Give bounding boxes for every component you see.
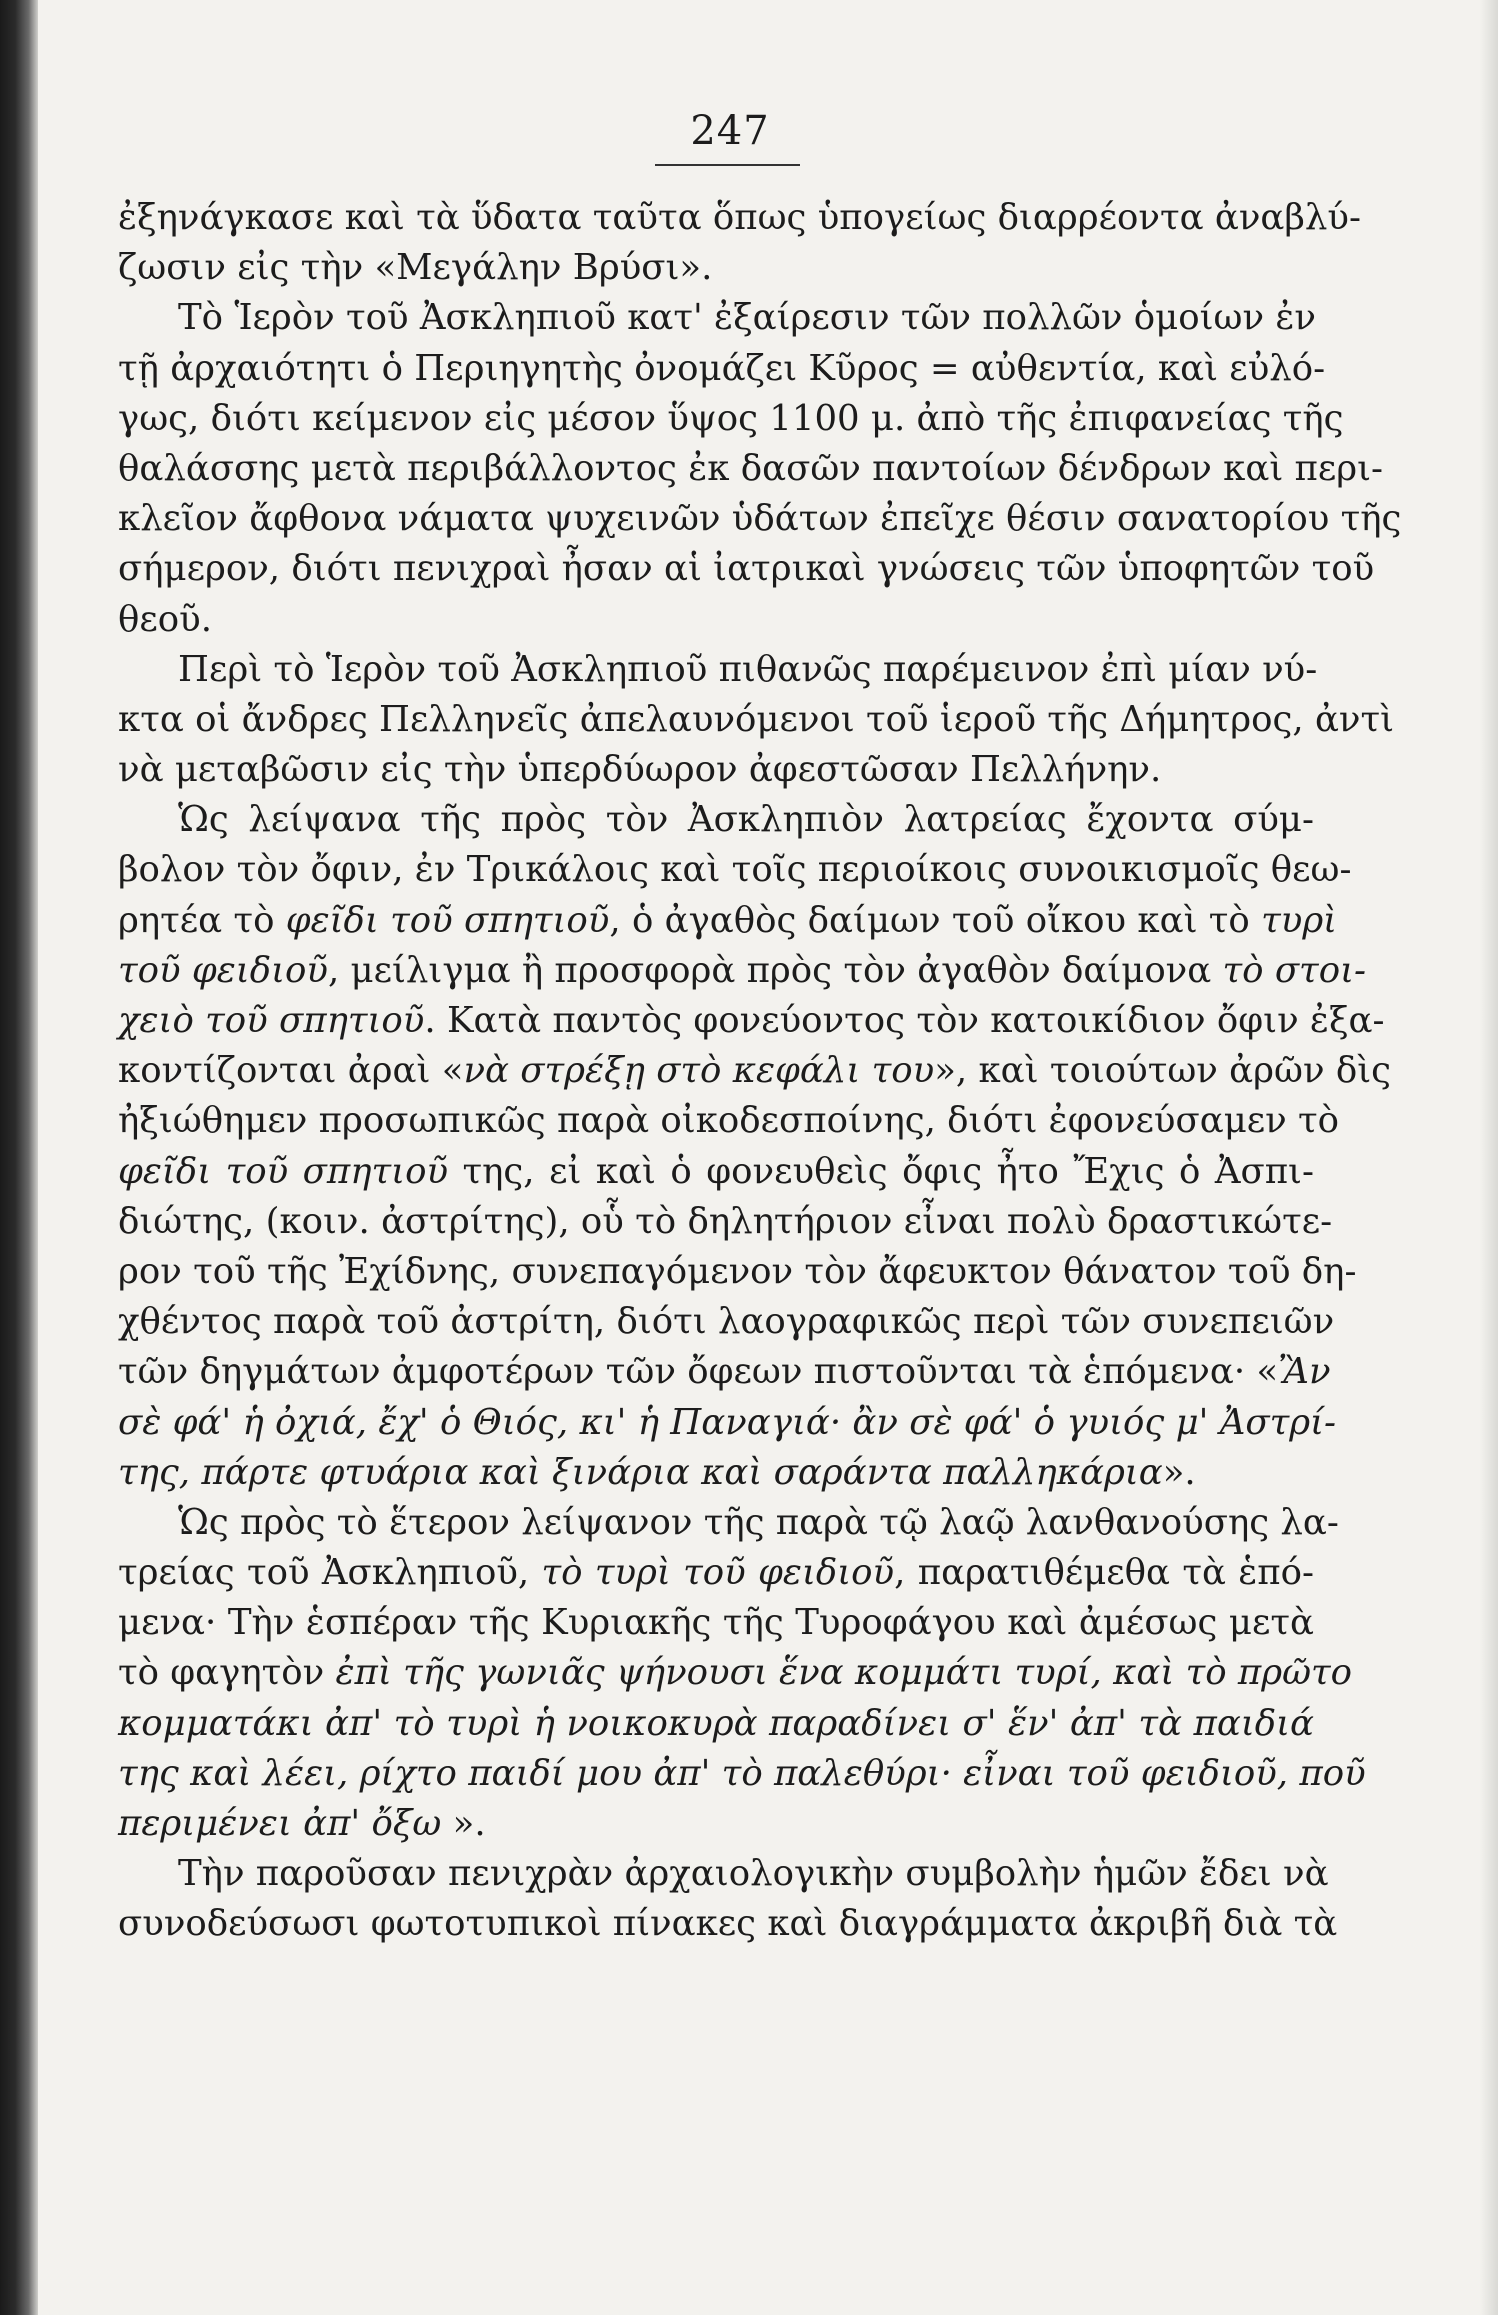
text-line: τρείας τοῦ Ἀσκληπιοῦ, τὸ τυρὶ τοῦ φειδιοῦ, παρατιθέμεθα τὰ ἑπό- xyxy=(118,1552,1314,1594)
page-number: 247 xyxy=(690,108,770,154)
text-line: τῇ ἀρχαιότητι ὁ Περιηγητὴς ὀνομάζει Κῦρος = αὐθεντία, καὶ εὐλό- xyxy=(118,347,1326,389)
text-line: θαλάσσης μετὰ περιβάλλοντος ἐκ δασῶν παντοίων δένδρων καὶ περι- xyxy=(118,447,1384,489)
text-line: ρον τοῦ τῆς Ἐχίδνης, συνεπαγόμενον τὸν ἄφευκτον θάνατον τοῦ δη- xyxy=(118,1250,1357,1292)
text-line: Ὡς λείψανα τῆς πρὸς τὸν Ἀσκληπιὸν λατρείας ἔχοντα σύμ- xyxy=(178,799,1314,841)
text-line: Ὡς πρὸς τὸ ἕτερον λείψανον τῆς παρὰ τῷ λαῷ λανθανούσης λα- xyxy=(178,1501,1339,1543)
text-line: μενα· Τὴν ἑσπέραν τῆς Κυριακῆς τῆς Τυροφάγου καὶ ἀμέσως μετὰ xyxy=(118,1602,1314,1644)
text-line: ρητέα τὸ φεῖδι τοῦ σπητιοῦ, ὁ ἀγαθὸς δαίμων τοῦ οἴκου καὶ τὸ τυρὶ xyxy=(118,899,1338,941)
text-line: της, πάρτε φτυάρια καὶ ξινάρια καὶ σαράντα παλληκάρια». xyxy=(118,1451,1196,1493)
text-line: ζωσιν εἰς τὴν «Μεγάλην Βρύσι». xyxy=(118,247,713,289)
text-line: Τὴν παροῦσαν πενιχρὰν ἀρχαιολογικὴν συμβολὴν ἡμῶν ἔδει νὰ xyxy=(178,1853,1329,1895)
text-line: περιμένει ἀπ' ὄξω ». xyxy=(118,1803,486,1844)
text-line: κτα οἱ ἄνδρες Πελληνεῖς ἀπελαυνόμενοι τοῦ ἱεροῦ τῆς Δήμητρος, ἀντὶ xyxy=(118,698,1395,740)
text-line: νὰ μεταβῶσιν εἰς τὴν ὑπερδύωρον ἀφεστῶσαν Πελλήνην. xyxy=(118,749,1162,791)
text-line: διώτης, (κοιν. ἀστρίτης), οὗ τὸ δηλητήριον εἶναι πολὺ δραστικώτε- xyxy=(118,1200,1333,1242)
text-line: γως, διότι κείμενον εἰς μέσον ὕψος 1100 μ. ἀπὸ τῆς ἐπιφανείας τῆς xyxy=(118,397,1344,439)
text-line: τῶν δηγμάτων ἀμφοτέρων τῶν ὄφεων πιστοῦνται τὰ ἑπόμενα· «Ἂν xyxy=(118,1351,1331,1393)
text-line: ἠξιώθημεν προσωπικῶς παρὰ οἰκοδεσποίνης, διότι ἐφονεύσαμεν τὸ xyxy=(118,1100,1340,1142)
text-line: τὸ φαγητὸν ἐπὶ τῆς γωνιᾶς ψήνουσι ἕνα κομμάτι τυρί, καὶ τὸ πρῶτο xyxy=(118,1652,1353,1694)
text-line: χθέντος παρὰ τοῦ ἀστρίτη, διότι λαογραφικῶς περὶ τῶν συνεπειῶν xyxy=(118,1301,1335,1343)
text-line: βολον τὸν ὄφιν, ἐν Τρικάλοις καὶ τοῖς περιοίκοις συνοικισμοῖς θεω- xyxy=(118,849,1352,891)
text-line: φεῖδι τοῦ σπητιοῦ της, εἰ καὶ ὁ φονευθεὶς ὄφις ἦτο Ἔχις ὁ Ἀσπι- xyxy=(118,1150,1314,1192)
binding-shadow xyxy=(0,0,38,2315)
text-line: συνοδεύσωσι φωτοτυπικοὶ πίνακες καὶ διαγράμματα ἀκριβῆ διὰ τὰ xyxy=(118,1903,1338,1945)
page-number-rule xyxy=(655,164,800,166)
text-line: σὲ φά' ἡ ὀχιά, ἔχ' ὁ Θιός, κι' ἡ Παναγιά· ἂν σὲ φά' ὁ γυιός μ' Ἀστρί- xyxy=(118,1401,1337,1443)
page-edge xyxy=(1480,0,1498,2315)
text-line: κομματάκι ἀπ' τὸ τυρὶ ἡ νοικοκυρὰ παραδίνει σ' ἕν' ἀπ' τὰ παιδιά xyxy=(118,1702,1314,1744)
text-line: Περὶ τὸ Ἱερὸν τοῦ Ἀσκληπιοῦ πιθανῶς παρέμεινον ἐπὶ μίαν νύ- xyxy=(178,648,1318,690)
body-text xyxy=(118,193,1402,1950)
text-line: τοῦ φειδιοῦ, μείλιγμα ἢ προσφορὰ πρὸς τὸν ἀγαθὸν δαίμονα τὸ στοι- xyxy=(118,949,1366,991)
text-line: Τὸ Ἱερὸν τοῦ Ἀσκληπιοῦ κατ' ἐξαίρεσιν τῶν πολλῶν ὁμοίων ἐν xyxy=(178,297,1316,339)
text-line: σήμερον, διότι πενιχραὶ ἦσαν αἱ ἰατρικαὶ γνώσεις τῶν ὑποφητῶν τοῦ xyxy=(118,548,1375,590)
text-line: κλεῖον ἄφθονα νάματα ψυχεινῶν ὑδάτων ἐπεῖχε θέσιν σανατορίου τῆς xyxy=(118,498,1402,540)
text-line: κοντίζονται ἀραὶ «νὰ στρέξῃ στὸ κεφάλι του», καὶ τοιούτων ἀρῶν δὶς xyxy=(118,1050,1392,1092)
text-line: ἐξηνάγκασε καὶ τὰ ὕδατα ταῦτα ὅπως ὑπογείως διαρρέοντα ἀναβλύ- xyxy=(118,197,1362,238)
text-line: χειὸ τοῦ σπητιοῦ. Κατὰ παντὸς φονεύοντος τὸν κατοικίδιον ὄφιν ἐξα- xyxy=(118,1000,1385,1041)
text-line: θεοῦ. xyxy=(118,598,213,640)
text-line: της καὶ λέει, ρίχτο παιδί μου ἀπ' τὸ παλεθύρι· εἶναι τοῦ φειδιοῦ, ποῦ xyxy=(118,1752,1366,1794)
